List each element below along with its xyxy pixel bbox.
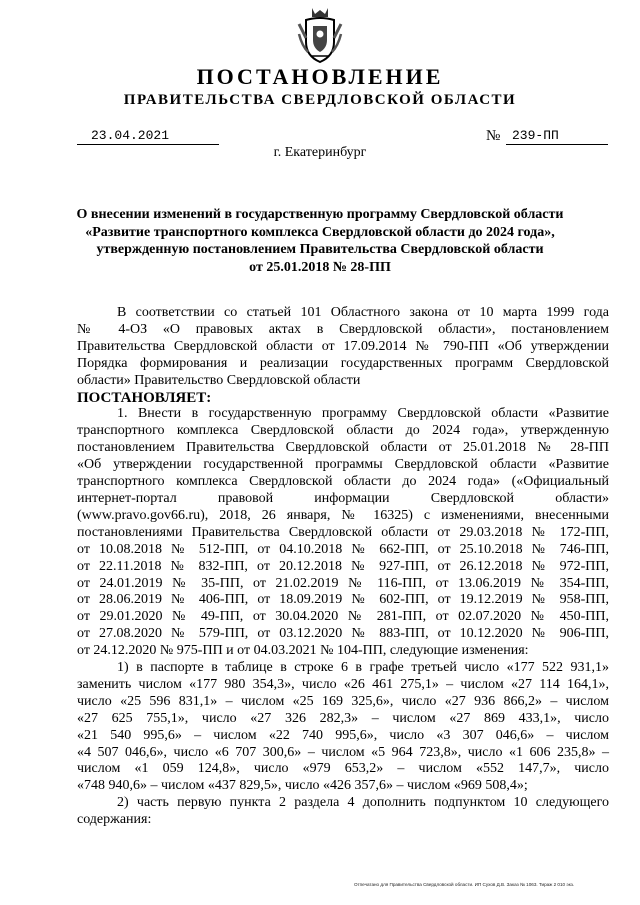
subitem-2-line: содержания: xyxy=(77,812,152,828)
document-type-title: ПОСТАНОВЛЕНИЕ xyxy=(196,64,444,89)
document-date: 23.04.2021 xyxy=(77,128,219,145)
subitem-1-line: числом «1 059 124,8», число «979 653,2» – числом «552 147,7», число xyxy=(77,761,609,777)
item-1-line: от 27.08.2020 № 579-ПП, от 03.12.2020 № 883-ПП, от 10.12.2020 № 906-ПП, xyxy=(77,626,609,642)
subject-line: «Развитие транспортного комплекса Свердловской области до 2024 года», xyxy=(85,224,555,240)
subitem-1-line: «27 625 755,1», число «27 326 282,3» – числом «27 869 433,1», число xyxy=(77,710,609,726)
document-body xyxy=(77,305,609,829)
subitem-2-line: 2) часть первую пункта 2 раздела 4 дополнить подпунктом 10 следующего xyxy=(117,795,609,811)
number-label: № xyxy=(486,128,501,144)
preamble-line: области» Правительство Свердловской области xyxy=(77,372,361,388)
item-1-line: интернет-портал правовой информации Свердловской области» xyxy=(77,490,609,506)
subitem-1-line: «4 507 046,6», число «6 707 300,6» – числом «5 964 723,8», число «1 606 235,8» – xyxy=(77,744,609,760)
item-1-line: от 29.01.2020 № 49-ПП, от 30.04.2020 № 281-ПП, от 02.07.2020 № 450-ПП, xyxy=(77,609,609,625)
subject-line: утвержденную постановлением Правительства Свердловской области xyxy=(96,242,544,258)
resolves-heading: ПОСТАНОВЛЯЕТ: xyxy=(77,389,212,406)
item-1-line: от 24.01.2019 № 35-ПП, от 21.02.2019 № 116-ПП, от 13.06.2019 № 354-ПП, xyxy=(77,575,609,591)
document-number: 239-ПП xyxy=(506,128,608,145)
preamble-line: Порядка формирования и реализации государственных программ Свердловской xyxy=(77,355,609,371)
preamble-line: № 4-ОЗ «О правовых актах в Свердловской области», постановлением xyxy=(77,321,609,337)
subitem-1-line: заменить числом «177 980 354,3», число «26 461 275,1» – числом «27 114 164,1», xyxy=(77,676,609,692)
item-1-line: транспортного комплекса Свердловской области до 2024 года» («Официальный xyxy=(77,474,609,490)
item-1-line: 1. Внести в государственную программу Свердловской области «Развитие xyxy=(117,406,609,422)
preamble-line: В соответствии со статьей 101 Областного закона от 10 марта 1999 года xyxy=(117,305,609,320)
item-1-line: от 22.11.2018 № 832-ПП, от 20.12.2018 № 927-ПП, от 26.12.2018 № 972-ПП, xyxy=(77,558,609,574)
subitem-1-line: «748 940,6» – числом «437 829,5», число «426 357,6» – числом «969 508,4»; xyxy=(77,778,528,794)
coat-of-arms-emblem xyxy=(295,6,345,64)
item-1-line: от 24.12.2020 № 975-ПП и от 04.03.2021 № 104-ПП, следующие изменения: xyxy=(77,643,529,659)
preamble-line: Правительства Свердловской области от 17.09.2014 № 790-ПП «Об утверждении xyxy=(77,338,609,354)
subitem-1-line: «21 540 995,6» – числом «22 740 995,6», число «3 307 046,6» – числом xyxy=(77,727,609,743)
item-1-line: «Об утверждении государственной программы Свердловской области «Развитие xyxy=(77,457,609,473)
item-1-line: от 10.08.2018 № 512-ПП, от 04.10.2018 № 662-ПП, от 25.10.2018 № 746-ПП, xyxy=(77,541,609,557)
subitem-1-line: 1) в паспорте в таблице в строке 6 в графе третьей число «177 522 931,1» xyxy=(117,660,609,676)
subitem-1-line: число «25 596 831,1» – числом «25 169 325,6», число «27 936 866,2» – числом xyxy=(77,693,609,709)
item-1-line: от 28.06.2019 № 406-ПП, от 18.09.2019 № 602-ПП, от 19.12.2019 № 958-ПП, xyxy=(77,592,609,608)
print-footer: Отпечатано для Правительства Свердловской области. ИП Сухов Д.В. Заказ № 1063. Тираж 2 010 экз. xyxy=(354,882,575,887)
issuing-authority: ПРАВИТЕЛЬСТВА СВЕРДЛОВСКОЙ ОБЛАСТИ xyxy=(123,92,517,108)
item-1-line: постановлениями Правительства Свердловской области от 29.03.2018 № 172-ПП, xyxy=(77,524,609,540)
item-1-line: (www.pravo.gov66.ru), 2018, 26 января, № 16325) с изменениями, внесенными xyxy=(77,507,609,523)
document-subject xyxy=(70,206,570,276)
city: г. Екатеринбург xyxy=(273,145,367,160)
item-1-line: транспортного комплекса Свердловской области до 2024 года», утвержденную xyxy=(77,423,609,439)
subject-line: О внесении изменений в государственную программу Свердловской области xyxy=(76,207,564,222)
subject-line: от 25.01.2018 № 28-ПП xyxy=(249,259,391,275)
item-1-line: постановлением Правительства Свердловской области от 25.01.2018 № 28-ПП xyxy=(77,440,609,456)
